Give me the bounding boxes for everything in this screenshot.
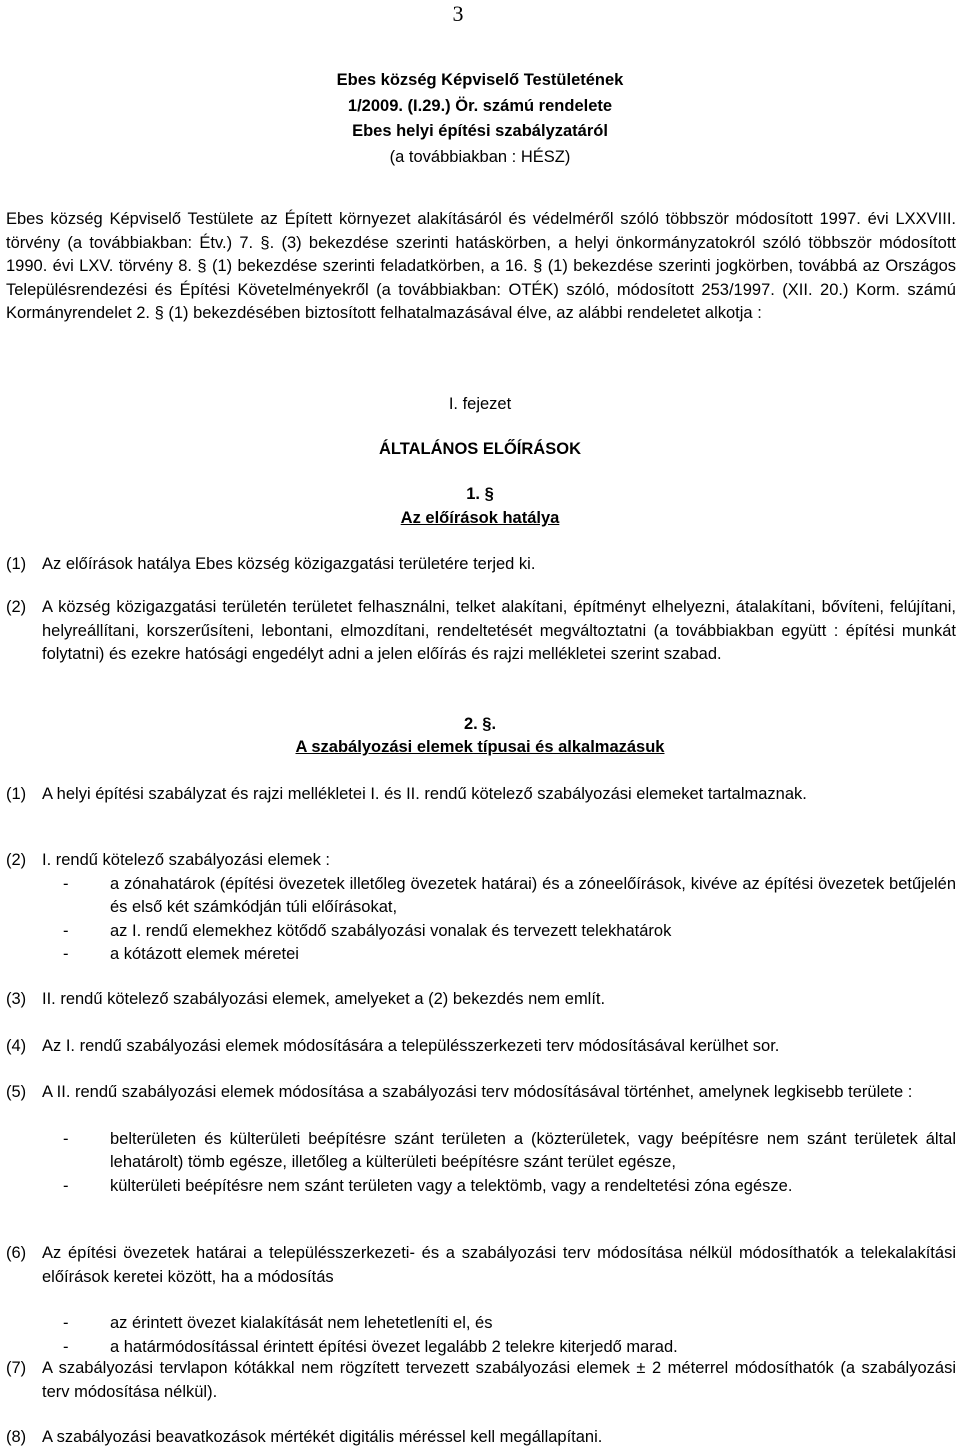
list-item xyxy=(63,1312,956,1336)
paragraph-number: (2) xyxy=(6,598,27,616)
list-item xyxy=(63,873,956,920)
paragraph-number: (3) xyxy=(6,990,27,1008)
paragraph-text: A II. rendű szabályozási elemek módosítása a szabályozási terv módosításával történhet, amelynek legkisebb területe : xyxy=(42,1083,913,1101)
paragraph-number: (8) xyxy=(6,1428,27,1446)
s2-paragraph-7 xyxy=(6,1357,956,1404)
list-item xyxy=(63,1336,956,1360)
list-dash: - xyxy=(63,1129,69,1148)
paragraph-number: (2) xyxy=(6,851,27,869)
s1-paragraph-1 xyxy=(6,553,956,577)
list-item xyxy=(63,1128,956,1175)
list-item xyxy=(63,1175,956,1199)
paragraph-text: II. rendű kötelező szabályozási elemek, amelyeket a (2) bekezdés nem említ. xyxy=(42,990,606,1008)
title-line-4: (a továbbiakban : HÉSZ) xyxy=(389,147,571,166)
s1-paragraph-2 xyxy=(6,596,956,667)
section-2-title: A szabályozási elemek típusai és alkalmazásuk xyxy=(295,738,665,756)
s2-paragraph-1 xyxy=(6,783,956,807)
paragraph-number: (4) xyxy=(6,1037,27,1055)
title-line-3: Ebes helyi építési szabályzatáról xyxy=(352,122,608,140)
list-dash: - xyxy=(63,1176,69,1195)
list-dash: - xyxy=(63,921,69,940)
page-number: 3 xyxy=(452,1,464,26)
paragraph-text: A szabályozási tervlapon kótákkal nem rögzített tervezett szabályozási elemek ± 2 méterrel módosíthatók (a szabályozási terv módosítása nélkül). xyxy=(42,1359,956,1401)
section-1-title: Az előírások hatálya xyxy=(400,509,560,527)
chapter-label: I. fejezet xyxy=(448,395,512,413)
list-item xyxy=(63,920,956,944)
paragraph-text: A község közigazgatási területén területet felhasználni, telket alakítani, építményt elhelyezni, átalakítani, bővíteni, felújítani, helyreállítani, korszerűsíteni, lebontani, elmozdítani, rendeltetését megváltoztatni (a továbbiakban együtt : építési munkát folytatni) és ezekre hatósági engedélyt adni a jelen előírás és rajzi mellékletei szerint szabad. xyxy=(42,598,956,663)
list-item-text: a zónahatárok (építési övezetek illetőleg övezetek határai) és a zóneelőírások, kivéve az építési övezetek betűjelén és első két számkódján túli előírásokat, xyxy=(110,874,956,916)
section-1-number: 1. § xyxy=(466,485,494,503)
ordinance-title xyxy=(0,68,960,170)
paragraph-text: Az építési övezetek határai a településszerkezeti- és a szabályozási terv módosítása nélkül módosíthatók a telekalakítási előírások keretei között, ha a módosítás xyxy=(42,1244,956,1286)
paragraph-number: (6) xyxy=(6,1244,27,1262)
list-dash: - xyxy=(63,1314,69,1332)
s2-paragraph-8 xyxy=(6,1426,956,1450)
list-item-text: az érintett övezet kialakítását nem lehetetleníti el, és xyxy=(110,1314,493,1332)
list-item-text: belterületen és külterületi beépítésre szánt területen a (közterületek, vagy beépítésre nem szánt területek által lehatárolt) tömb egésze, illetőleg a külterületi beépítésre szánt terület egésze, xyxy=(110,1129,956,1171)
list-dash: - xyxy=(63,874,69,893)
paragraph-number: (1) xyxy=(6,785,27,803)
paragraph-text: Az I. rendű szabályozási elemek módosítására a településszerkezeti terv módosításával kerülhet sor. xyxy=(42,1037,780,1055)
list-dash: - xyxy=(63,945,69,963)
title-line-1: Ebes község Képviselő Testületének xyxy=(336,71,624,89)
paragraph-text: Az előírások hatálya Ebes község közigazgatási területére terjed ki. xyxy=(42,555,536,573)
section-2-number: 2. §. xyxy=(463,715,497,733)
list-item-text: a határmódosítással érintett építési övezet legalább 2 telekre kiterjedő marad. xyxy=(110,1337,678,1356)
paragraph-text: A helyi építési szabályzat és rajzi mellékletei I. és II. rendű kötelező szabályozási elemeket tartalmaznak. xyxy=(42,785,807,803)
list-item-text: a kótázott elemek méretei xyxy=(110,945,299,963)
paragraph-number: (5) xyxy=(6,1083,27,1101)
s2-paragraph-4 xyxy=(6,1035,956,1059)
list-dash: - xyxy=(63,1337,69,1356)
chapter-title: ÁLTALÁNOS ELŐÍRÁSOK xyxy=(379,440,581,458)
paragraph-number: (7) xyxy=(6,1359,27,1377)
s2-paragraph-6 xyxy=(6,1242,956,1359)
s2-paragraph-2 xyxy=(6,849,956,967)
title-line-2: 1/2009. (I.29.) Ör. számú rendelete xyxy=(347,96,613,115)
list-item-text: külterületi beépítésre nem szánt területen vagy a telektömb, vagy a rendeltetési zóna egésze. xyxy=(110,1176,793,1195)
paragraph-number: (1) xyxy=(6,555,27,573)
s2-paragraph-3 xyxy=(6,988,956,1012)
s2-paragraph-5 xyxy=(6,1081,956,1198)
list-item-text: az I. rendű elemekhez kötődő szabályozási vonalak és tervezett telekhatárok xyxy=(110,921,672,940)
preamble: Ebes község Képviselő Testülete az Épített környezet alakításáról és védelméről szóló többször módosított 1997. évi LXXVIII. törvény (a továbbiakban: Étv.) 7. §. (3) bekezdése szerinti hatáskörben, a helyi önkormányzatokról szóló többször módosított 1990. évi LXV. törvény 8. § (1) bekezdése szerinti feladatkörben, a 16. § (1) bekezdése szerinti jogkörben, továbbá az Országos Településrendezési és Építési Követelményekről (a továbbiakban: OTÉK) szóló, módosított 253/1997. (XII. 20.) Korm. számú Kormányrendelet 2. § (1) bekezdésében biztosított felhatalmazásával élve, az alábbi rendeletet alkotja : xyxy=(6,210,956,322)
list-item xyxy=(63,943,956,967)
paragraph-text: I. rendű kötelező szabályozási elemek : xyxy=(42,851,330,869)
paragraph-text: A szabályozási beavatkozások mértékét digitális méréssel kell megállapítani. xyxy=(42,1428,603,1446)
